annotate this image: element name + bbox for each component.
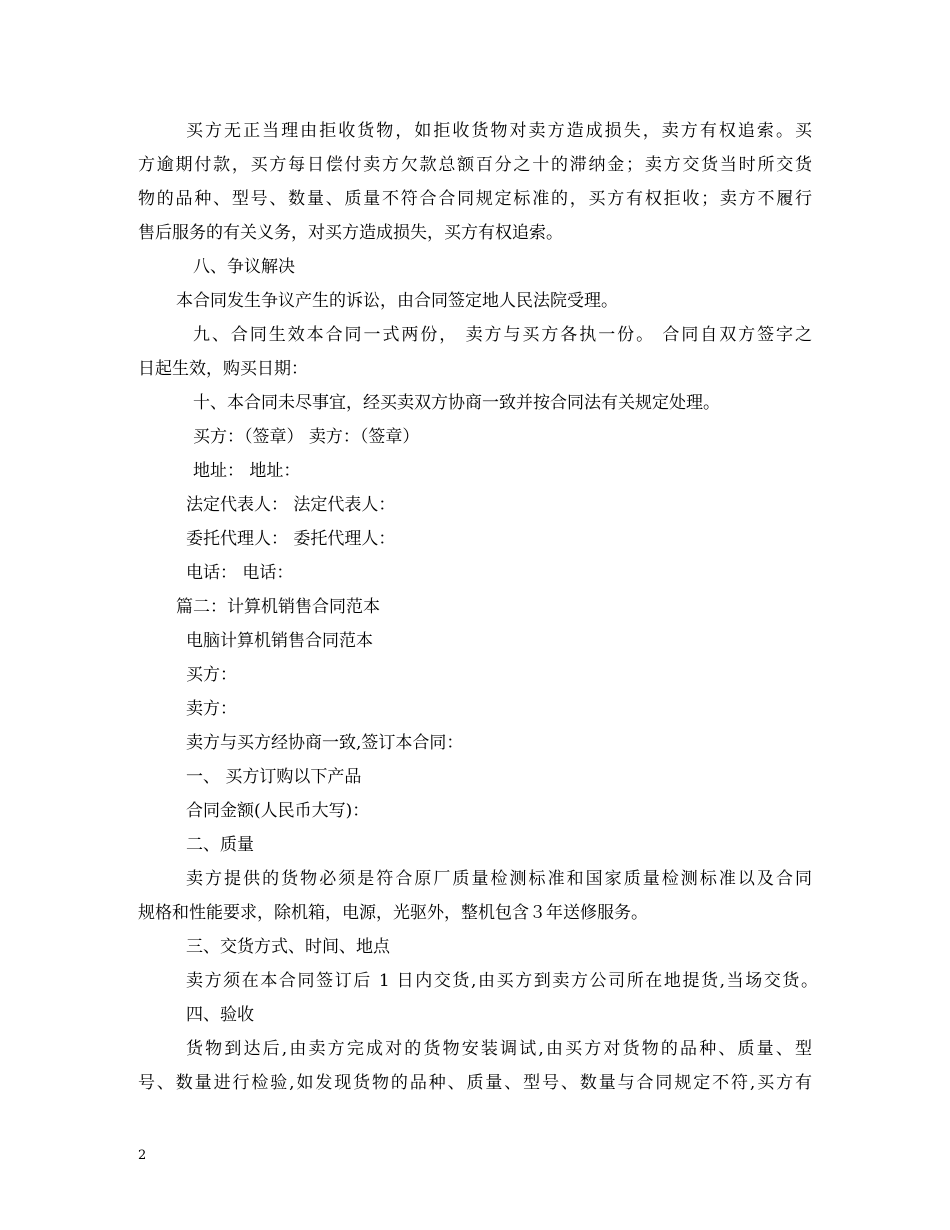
signature-line: 法定代表人： 法定代表人： [186, 495, 396, 515]
paragraph-line: 规格和性能要求，除机箱，电源，光驱外，整机包含３年送修服务。 [138, 903, 648, 923]
section-heading: 篇二：计算机销售合同范本 [176, 597, 380, 617]
paragraph-line: 十、本合同未尽事宜，经买卖双方协商一致并按合同法有关规定处理。 [193, 393, 720, 413]
paragraph-line: 合同金额(人民币大写)： [186, 801, 370, 821]
paragraph-line: 买方： [186, 665, 237, 685]
paragraph-line: 本合同发生争议产生的诉讼，由合同签定地人民法院受理。 [176, 291, 618, 311]
signature-line: 地址： 地址： [193, 461, 301, 481]
paragraph-line: 卖方须在本合同签订后 1 日内交货,由买方到卖方公司所在地提货,当场交货。 [186, 971, 818, 991]
section-heading: 二、质量 [186, 835, 254, 855]
paragraph-line: 九、合同生效本合同一式两份， 卖方与买方各执一份。 合同自双方签字之 [193, 325, 812, 345]
section-heading: 一、 买方订购以下产品 [186, 767, 362, 787]
section-heading: 三、交货方式、时间、地点 [186, 937, 390, 957]
signature-line: 电话： 电话： [186, 563, 294, 583]
paragraph-line: 方逾期付款，买方每日偿付卖方欠款总额百分之十的滞纳金；卖方交货当时所交货 [138, 155, 812, 175]
paragraph-line: 买方无正当理由拒收货物，如拒收货物对卖方造成损失，卖方有权追索。买 [186, 121, 812, 141]
paragraph-line: 日起生效，购买日期： [138, 359, 308, 379]
section-heading: 八、争议解决 [193, 257, 295, 277]
paragraph-line: 物的品种、型号、数量、质量不符合合同规定标准的，买方有权拒收；卖方不履行 [138, 189, 812, 209]
paragraph-line: 货物到达后,由卖方完成对的货物安装调试,由买方对货物的品种、质量、型 [186, 1039, 812, 1059]
page-number: 2 [138, 1148, 147, 1163]
signature-line: 委托代理人： 委托代理人： [186, 529, 396, 549]
paragraph-line: 卖方与买方经协商一致,签订本合同： [186, 733, 464, 753]
paragraph-line: 号、数量进行检验,如发现货物的品种、质量、型号、数量与合同规定不符,买方有 [138, 1073, 812, 1093]
section-heading: 四、验收 [186, 1005, 254, 1025]
paragraph-line: 卖方提供的货物必须是符合原厂质量检测标准和国家质量检测标准以及合同 [186, 869, 812, 889]
paragraph-line: 售后服务的有关义务，对买方造成损失，买方有权追索。 [138, 223, 563, 243]
signature-line: 买方：（签章） 卖方：（签章） [193, 427, 420, 447]
paragraph-line: 卖方： [186, 699, 237, 719]
document-title: 电脑计算机销售合同范本 [186, 631, 373, 651]
